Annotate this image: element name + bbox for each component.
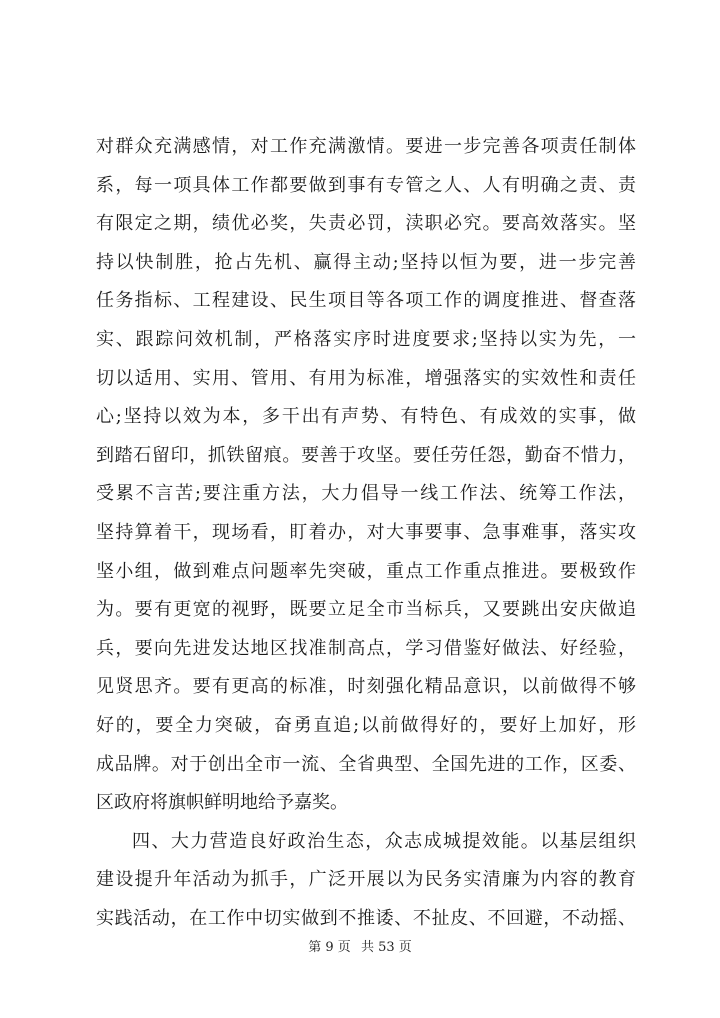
text-line: 为。要有更宽的视野，既要立足全市当标兵，又要跳出安庆做追 (96, 599, 636, 621)
text-line: 到踏石留印，抓铁留痕。要善于攻坚。要任劳任怨，勤奋不惜力， (96, 444, 636, 466)
page-total: 共 53 页 (360, 940, 412, 955)
text-line: 好的，要全力突破，奋勇直追;以前做得好的，要好上加好，形 (96, 714, 636, 736)
text-line: 切以适用、实用、管用、有用为标准，增强落实的实效性和责任 (96, 367, 636, 389)
page-number: 第 9 页 (308, 940, 351, 955)
text-line: 心;坚持以效为本，多干出有声势、有特色、有成效的实事，做 (96, 406, 636, 428)
text-line: 对群众充满感情，对工作充满激情。要进一步完善各项责任制体 (96, 136, 636, 157)
text-line: 见贤思齐。要有更高的标准，时刻强化精品意识，以前做得不够 (96, 676, 636, 698)
text-line: 任务指标、工程建设、民生项目等各项工作的调度推进、督查落 (96, 290, 636, 312)
text-line: 系，每一项具体工作都要做到事有专管之人、人有明确之责、责 (96, 174, 636, 196)
text-line: 受累不言苦;要注重方法，大力倡导一线工作法、统筹工作法， (96, 483, 636, 505)
text-line-paragraph-end: 区政府将旗帜鲜明地给予嘉奖。 (96, 792, 348, 814)
text-line: 实践活动，在工作中切实做到不推诿、不扯皮、不回避，不动摇、 (96, 907, 636, 929)
text-line: 实、跟踪问效机制，严格落实序时进度要求;坚持以实为先，一 (96, 328, 636, 350)
text-line: 有限定之期，绩优必奖，失责必罚，渎职必究。要高效落实。坚 (96, 213, 636, 235)
text-line: 坚小组，做到难点问题率先突破，重点工作重点推进。要极致作 (96, 560, 636, 582)
text-line-paragraph-start: 四、大力营造良好政治生态，众志成城提效能。以基层组织 (132, 830, 636, 852)
page-footer (0, 936, 720, 955)
text-line: 兵，要向先进发达地区找准制高点，学习借鉴好做法、好经验， (96, 637, 636, 659)
text-line: 建设提升年活动为抓手，广泛开展以为民务实清廉为内容的教育 (96, 869, 636, 891)
text-line: 坚持算着干，现场看，盯着办，对大事要事、急事难事，落实攻 (96, 521, 636, 543)
body-text (96, 128, 636, 938)
text-line: 成品牌。对于创出全市一流、全省典型、全国先进的工作，区委、 (96, 753, 636, 775)
text-line: 持以快制胜，抢占先机、赢得主动;坚持以恒为要，进一步完善 (96, 251, 636, 273)
